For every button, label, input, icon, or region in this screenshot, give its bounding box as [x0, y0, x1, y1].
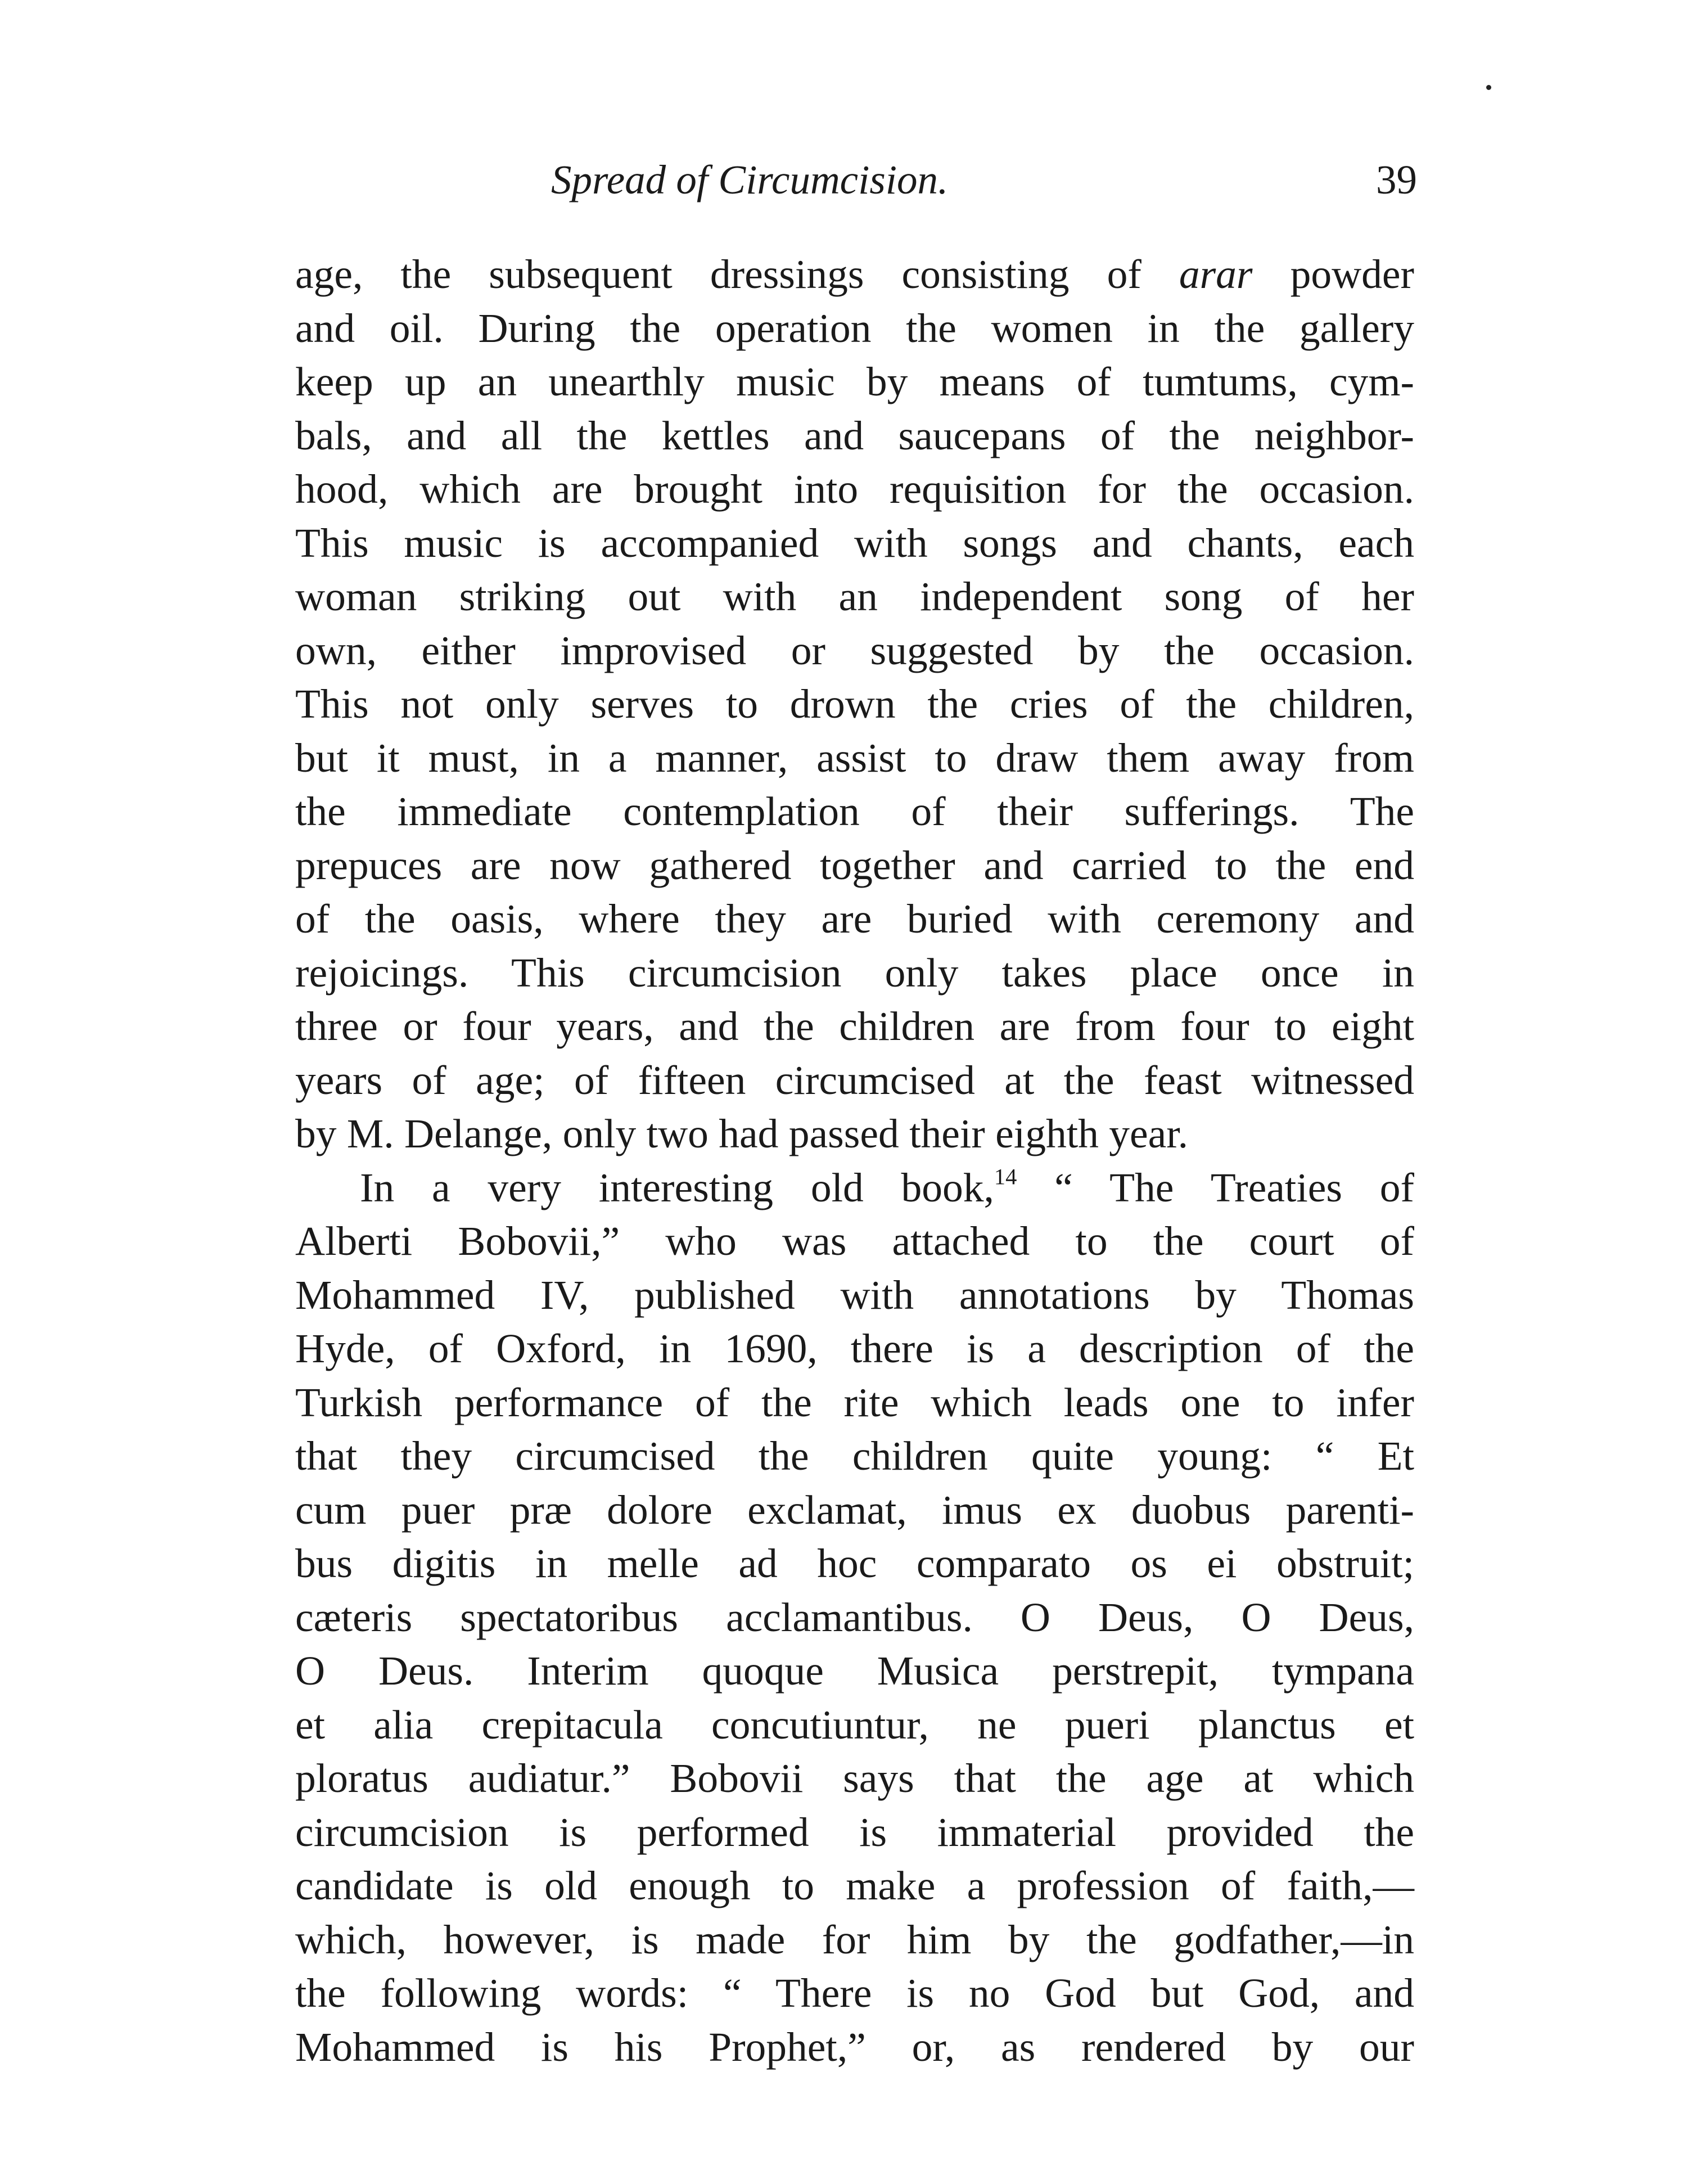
running-head	[295, 152, 1417, 208]
text-line: This not only serves to drown the cries of the children,	[295, 681, 1414, 727]
text-line: that they circumcised the children quite young: “ Et	[295, 1433, 1414, 1479]
text-line: rejoicings. This circumcision only takes place once in	[295, 949, 1414, 996]
footnote-reference: 14	[994, 1164, 1017, 1190]
text-line: Alberti Bobovii,” who was attached to the court of	[295, 1218, 1414, 1264]
text-line: woman striking out with an independent song of her	[295, 574, 1414, 619]
paragraph-arar-ceremony	[295, 247, 1414, 1161]
text-line: of the oasis, where they are buried with ceremony and	[295, 896, 1414, 942]
text-line: Turkish performance of the rite which leads one to infer	[295, 1379, 1414, 1425]
text-line: three or four years, and the children are from four to eight	[295, 1003, 1414, 1049]
text-line: circumcision is performed is immaterial provided the	[295, 1809, 1414, 1855]
text-line: the following words: “ There is no God but God, and	[295, 1970, 1414, 2016]
text-line: ploratus audiatur.” Bobovii says that the age at which	[295, 1755, 1414, 1801]
body-text	[295, 247, 1414, 2074]
text-line: bus digitis in melle ad hoc comparato os ei obstruit;	[295, 1541, 1414, 1586]
text-line: cum puer præ dolore exclamat, imus ex duobus parenti-	[295, 1487, 1414, 1533]
text-line: which, however, is made for him by the godfather,—in	[295, 1916, 1414, 1962]
text-line: own, either improvised or suggested by the occasion.	[295, 627, 1414, 673]
running-title: Spread of Circumcision.	[551, 157, 949, 202]
text-line: age, the subsequent dressings consisting of arar powder	[295, 251, 1414, 297]
text-line: candidate is old enough to make a profession of faith,—	[295, 1863, 1414, 1908]
text-line: the immediate contemplation of their sufferings. The	[295, 789, 1414, 834]
text-line: Mohammed is his Prophet,” or, as rendered by our	[295, 2024, 1414, 2070]
text-line: In a very interesting old book,$^{14}$ “ The Treaties of	[360, 1164, 1414, 1210]
text-line: Mohammed IV, published with annotations by Thomas	[295, 1272, 1414, 1318]
text-line: Hyde, of Oxford, in 1690, there is a description of the	[295, 1326, 1414, 1371]
text-line: This music is accompanied with songs and chants, each	[295, 520, 1414, 566]
scan-speck	[1486, 85, 1491, 90]
text-line: years of age; of fifteen circumcised at the feast witnessed	[295, 1057, 1414, 1103]
text-line: bals, and all the kettles and saucepans of the neighbor-	[295, 412, 1414, 458]
text-line: and oil. During the operation the women in the gallery	[295, 305, 1414, 351]
italic-term: arar	[1179, 251, 1253, 297]
text-line: but it must, in a manner, assist to draw them away from	[295, 735, 1414, 781]
text-line: prepuces are now gathered together and carried to the end	[295, 842, 1414, 888]
page-number: 39	[1376, 157, 1417, 202]
text-line: cæteris spectatoribus acclamantibus. O Deus, O Deus,	[295, 1594, 1414, 1640]
text-line: by M. Delange, only two had passed their eighth year.	[295, 1111, 1189, 1156]
text-line: keep up an unearthly music by means of tumtums, cym-	[295, 359, 1414, 404]
text-line: hood, which are brought into requisition for the occasion.	[295, 466, 1414, 512]
text-line: O Deus. Interim quoque Musica perstrepit, tympana	[295, 1648, 1414, 1694]
paragraph-bobovii	[295, 1161, 1414, 2074]
text-line: et alia crepitacula concutiuntur, ne pueri planctus et	[295, 1701, 1414, 1748]
